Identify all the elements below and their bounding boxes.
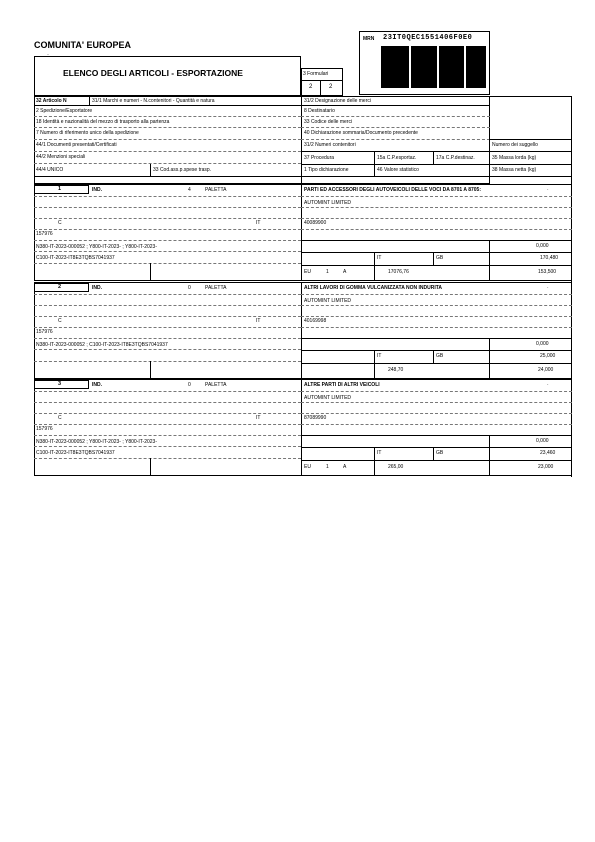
- dash-line: [34, 435, 301, 436]
- dash-line: [34, 263, 301, 264]
- legend-cp-dest: 17a C.P.destinaz.: [436, 155, 475, 161]
- divider: [433, 350, 434, 363]
- origin-country: IT: [377, 255, 382, 261]
- item-block: [34, 184, 572, 281]
- legend-special: 44/2 Menzioni speciali: [36, 154, 86, 160]
- dash-line: [301, 218, 572, 219]
- divider: [150, 458, 151, 476]
- dash-line: [34, 338, 301, 339]
- divider: [374, 252, 375, 281]
- legend-previous-doc: 40 Dichiarazione sommaria/Documento precedente: [304, 130, 418, 136]
- divider: [301, 379, 302, 476]
- divider: [489, 338, 490, 379]
- tick-mark: ·: [547, 382, 549, 388]
- tick-mark: ·: [547, 285, 549, 291]
- item-docs: N380-IT-2023-000052 ; Y800-IT-2023- ; Y800-IT-2023-: [36, 244, 158, 250]
- divider: [301, 447, 572, 448]
- item-special: C100-IT-2023-IT8E3TQBS7041937: [36, 255, 115, 261]
- item-description: PARTI ED ACCESSORI DEGLI AUTOVEICOLI DELLE VOCI DA 8701 A 8705:: [304, 187, 481, 193]
- divider: [301, 282, 302, 379]
- gross-mass: 0,000: [536, 341, 549, 347]
- dot-mark: ·: [47, 52, 49, 58]
- dash-line: [301, 391, 572, 392]
- dash-line: [34, 196, 301, 197]
- shipper-country: IT: [256, 318, 261, 324]
- divider: [301, 363, 572, 364]
- divider: [489, 240, 490, 281]
- legend-net-mass: 38 Massa netta (kg): [492, 167, 537, 173]
- dash-line: [301, 413, 572, 414]
- divider: [301, 184, 302, 281]
- shipper-code: C: [58, 318, 62, 324]
- item-block: [34, 282, 572, 379]
- stat-value: 17076,76: [388, 269, 409, 275]
- tick-mark: ·: [547, 187, 549, 193]
- item-number-box: [34, 283, 89, 292]
- stat-value: 265,00: [388, 464, 404, 470]
- legend-marks: 31/1 Marchi e numeri - N.contenitori - Quantità e natura: [92, 98, 215, 104]
- stat-value: 248,70: [388, 367, 404, 373]
- item-docs: N380-IT-2023-000052 ; Y800-IT-2023- ; Y800-IT-2023-: [36, 439, 158, 445]
- legend-consignee: 8 Destinatario: [304, 108, 335, 114]
- dash-line: [34, 424, 301, 425]
- item-commodity-code: 40089900: [304, 220, 327, 226]
- dash-line: [34, 294, 301, 295]
- legend-block: [34, 96, 490, 184]
- legend-gross-mass: 35 Massa lorda (kg): [492, 155, 537, 161]
- formulari-total: 2: [329, 84, 333, 90]
- divider: [150, 263, 151, 281]
- origin-country: IT: [377, 450, 382, 456]
- item-docs: N380-IT-2023-000052 ; C100-IT-2023-IT8E3TQBS7041937: [36, 342, 168, 348]
- item-qty: 4: [188, 187, 191, 193]
- item-mark: IND.: [92, 382, 102, 388]
- dash-line: [301, 316, 572, 317]
- divider: [433, 252, 434, 265]
- item-description: ALTRI LAVORI DI GOMMA VULCANIZZATA NON INDURITA: [304, 285, 443, 291]
- shipper-country: IT: [256, 415, 261, 421]
- dash-line: [301, 207, 572, 208]
- item-commodity-code: 87089990: [304, 415, 327, 421]
- org-title: COMUNITA' EUROPEA: [34, 40, 131, 50]
- dash-line: [34, 229, 301, 230]
- currency: EU: [304, 269, 311, 275]
- item-mark: IND.: [92, 187, 102, 193]
- divider: [301, 240, 572, 241]
- divider: [433, 447, 434, 460]
- legend-procedure: 37 Procedura: [304, 155, 335, 161]
- item-number: 2: [58, 284, 62, 290]
- dash-line: [301, 294, 572, 295]
- dash-line: [34, 218, 301, 219]
- dash-line: [34, 402, 301, 403]
- divider: [301, 350, 572, 351]
- net-mass: 23,460: [540, 450, 556, 456]
- item-ref: 157976: [36, 231, 53, 237]
- dash-line: [34, 391, 301, 392]
- legend-trasp: 33 Cod.ass.p.spese trasp.: [153, 167, 212, 173]
- legend-item-number: 32 Articolo N: [36, 98, 67, 104]
- item-block: [34, 379, 572, 476]
- item-number: 1: [58, 186, 62, 192]
- dash-line: [34, 361, 301, 362]
- legend-unico: 44/4 UNICO: [36, 167, 64, 173]
- dash-line: [34, 251, 301, 252]
- mrn-value: 23IT0QEC1551406F0E0: [383, 34, 473, 42]
- dash-line: [34, 207, 301, 208]
- legend-commodity: 33 Codice delle merci: [304, 119, 353, 125]
- dash-line: [301, 196, 572, 197]
- item-consignee: AUTOMINT LIMITED: [304, 298, 352, 304]
- page-title: ELENCO DEGLI ARTICOLI - ESPORTAZIONE: [63, 68, 243, 78]
- formulari-current: 2: [309, 84, 313, 90]
- dash-line: [34, 305, 301, 306]
- dest-country: GB: [436, 255, 444, 261]
- legend-stat-value: 46 Valore statistico: [377, 167, 419, 173]
- item-description: ALTRE PARTI DI ALTRI VEICOLI: [304, 382, 380, 388]
- net-mass-2: 24,000: [538, 367, 554, 373]
- divider: [150, 361, 151, 379]
- shipper-code: C: [58, 220, 62, 226]
- legend-transport: 18 Identità e nazionalità del mezzo di trasporto alla partenza: [36, 119, 170, 125]
- dash-line: [34, 240, 301, 241]
- item-package: PALETTA: [205, 285, 227, 291]
- divider: [301, 265, 572, 266]
- item-number: 3: [58, 381, 62, 387]
- origin-country: IT: [377, 353, 382, 359]
- dash-line: [34, 316, 301, 317]
- item-ref: 157976: [36, 329, 53, 335]
- item-package: PALETTA: [205, 382, 227, 388]
- legend-ref: 7 Numero di riferimento unico della spedizione: [36, 130, 139, 136]
- item-mark: IND.: [92, 285, 102, 291]
- net-mass: 25,000: [540, 353, 556, 359]
- decl-type-1: 1: [326, 269, 329, 275]
- item-qty: 0: [188, 382, 191, 388]
- divider: [374, 447, 375, 476]
- dash-line: [34, 458, 301, 459]
- item-commodity-code: 40169998: [304, 318, 327, 324]
- item-number-box: [34, 185, 89, 194]
- gross-mass: 0,000: [536, 243, 549, 249]
- dest-country: GB: [436, 450, 444, 456]
- shipper-country: IT: [256, 220, 261, 226]
- net-mass: 170,480: [540, 255, 559, 261]
- legend-containers: 31/2 Numeri contenitori: [304, 142, 356, 148]
- decl-type-2: A: [343, 464, 347, 470]
- dash-line: [301, 402, 572, 403]
- net-mass-2: 23,000: [538, 464, 554, 470]
- dash-line: [34, 413, 301, 414]
- item-special: C100-IT-2023-IT8E3TQBS7041937: [36, 450, 115, 456]
- divider: [489, 435, 490, 476]
- decl-type-1: 1: [326, 464, 329, 470]
- divider: [301, 252, 572, 253]
- divider: [301, 435, 572, 436]
- item-number-box: [34, 380, 89, 389]
- legend-designation: 31/2 Designazione delle merci: [304, 98, 371, 104]
- item-ref: 157976: [36, 426, 53, 432]
- legend-cp-export: 15a C.P.esportaz.: [377, 155, 417, 161]
- legend-seals: Numero dei suggello: [492, 142, 538, 148]
- decl-type-2: A: [343, 269, 347, 275]
- item-consignee: AUTOMINT LIMITED: [304, 395, 352, 401]
- legend-docs: 44/1 Documenti presentati/Certificati: [36, 142, 117, 148]
- dash-line: [301, 229, 572, 230]
- divider: [301, 460, 572, 461]
- gross-mass: 0,000: [536, 438, 549, 444]
- dest-country: GB: [436, 353, 444, 359]
- dash-line: [301, 424, 572, 425]
- item-package: PALETTA: [205, 187, 227, 193]
- divider: [374, 350, 375, 379]
- shipper-code: C: [58, 415, 62, 421]
- mrn-label: MRN: [363, 36, 375, 42]
- dash-line: [301, 305, 572, 306]
- dash-line: [34, 349, 301, 350]
- dash-line: [34, 446, 301, 447]
- dash-line: [301, 327, 572, 328]
- legend-decl-type: 1 Tipo dichiarazione: [304, 167, 349, 173]
- divider: [301, 338, 572, 339]
- item-qty: 0: [188, 285, 191, 291]
- dash-line: [34, 327, 301, 328]
- formulari-label: 3 Formulari: [303, 71, 329, 77]
- item-consignee: AUTOMINT LIMITED: [304, 200, 352, 206]
- legend-exporter: 2 Spedizione/Esportatore: [36, 108, 93, 114]
- net-mass-2: 153,500: [538, 269, 557, 275]
- currency: EU: [304, 464, 311, 470]
